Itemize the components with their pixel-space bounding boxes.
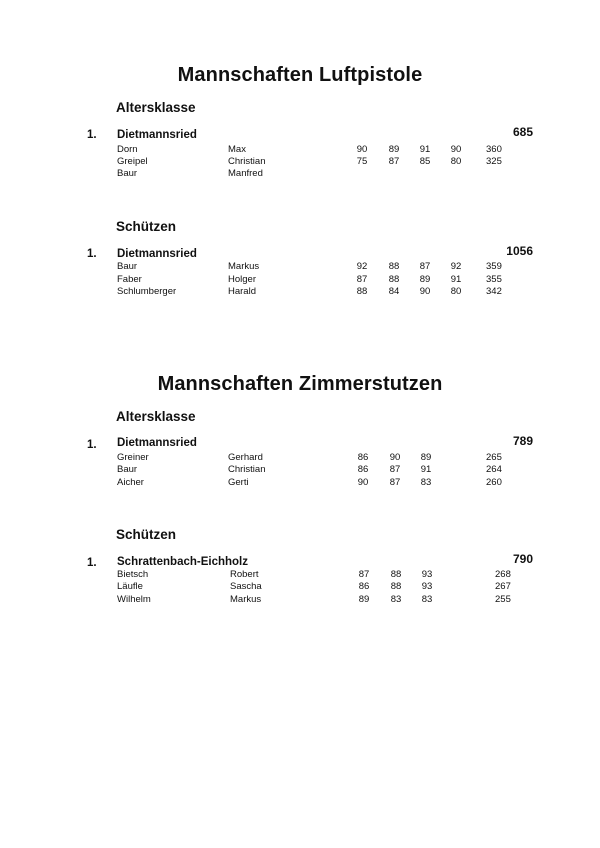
last-name: Bietsch xyxy=(117,569,149,580)
series-score: 87 xyxy=(419,261,431,272)
table-row xyxy=(0,477,600,490)
section-title-zimmerstutzen: Mannschaften Zimmerstutzen xyxy=(157,373,443,395)
member-sum: 260 xyxy=(486,477,502,488)
series-score: 91 xyxy=(420,464,432,475)
series-score: 83 xyxy=(390,594,402,605)
series-score: 87 xyxy=(389,477,401,488)
series-score: 87 xyxy=(389,464,401,475)
series-score: 86 xyxy=(357,452,369,463)
series-score: 88 xyxy=(390,581,402,592)
series-score: 80 xyxy=(450,286,462,297)
first-name: Christian xyxy=(228,464,266,475)
last-name: Greiner xyxy=(117,452,149,463)
team-rank: 1. xyxy=(87,439,97,451)
member-sum: 264 xyxy=(486,464,502,475)
series-score: 90 xyxy=(389,452,401,463)
series-score: 85 xyxy=(419,156,431,167)
last-name: Baur xyxy=(117,261,138,272)
series-score: 93 xyxy=(421,581,433,592)
member-sum: 359 xyxy=(486,261,502,272)
first-name: Markus xyxy=(228,261,260,272)
first-name: Markus xyxy=(230,594,262,605)
member-sum: 267 xyxy=(495,581,511,592)
first-name: Gerhard xyxy=(228,452,263,463)
section-title-luftpistole: Mannschaften Luftpistole xyxy=(177,64,423,86)
member-sum: 325 xyxy=(486,156,502,167)
table-row xyxy=(0,261,600,274)
last-name: Wilhelm xyxy=(117,594,151,605)
member-sum: 255 xyxy=(495,594,511,605)
series-score: 92 xyxy=(356,261,368,272)
series-score: 89 xyxy=(358,594,370,605)
last-name: Schlumberger xyxy=(117,286,177,297)
team-name: Dietmannsried xyxy=(117,437,197,449)
series-score: 90 xyxy=(357,477,369,488)
team-name: Dietmannsried xyxy=(117,129,197,141)
member-sum: 342 xyxy=(486,286,502,297)
class-title-altersklasse: Altersklasse xyxy=(116,100,196,115)
series-score: 86 xyxy=(358,581,370,592)
series-score: 91 xyxy=(450,274,462,285)
series-score: 91 xyxy=(419,144,431,155)
series-score: 75 xyxy=(356,156,368,167)
last-name: Baur xyxy=(117,168,138,179)
series-score: 88 xyxy=(356,286,368,297)
first-name: Robert xyxy=(230,569,259,580)
class-title-schuetzen: Schützen xyxy=(116,219,177,234)
series-score: 90 xyxy=(419,286,431,297)
member-sum: 355 xyxy=(486,274,502,285)
table-row xyxy=(0,464,600,477)
series-score: 86 xyxy=(357,464,369,475)
team-rank: 1. xyxy=(87,557,97,569)
series-score: 88 xyxy=(390,569,402,580)
series-score: 89 xyxy=(419,274,431,285)
series-score: 83 xyxy=(420,477,432,488)
series-score: 87 xyxy=(356,274,368,285)
series-score: 93 xyxy=(421,569,433,580)
team-name: Schrattenbach-Eichholz xyxy=(117,556,248,568)
series-score: 87 xyxy=(388,156,400,167)
team-total: 789 xyxy=(512,434,533,448)
last-name: Aicher xyxy=(117,477,144,488)
series-score: 83 xyxy=(421,594,433,605)
first-name: Christian xyxy=(228,156,266,167)
series-score: 92 xyxy=(450,261,462,272)
first-name: Gerti xyxy=(228,477,249,488)
team-name: Dietmannsried xyxy=(117,248,197,260)
last-name: Greipel xyxy=(117,156,148,167)
series-score: 89 xyxy=(388,144,400,155)
last-name: Läufle xyxy=(117,581,143,592)
table-row xyxy=(0,581,600,594)
series-score: 88 xyxy=(388,274,400,285)
class-title-altersklasse: Altersklasse xyxy=(116,409,196,424)
first-name: Sascha xyxy=(230,581,262,592)
series-score: 90 xyxy=(356,144,368,155)
series-score: 87 xyxy=(358,569,370,580)
team-total: 790 xyxy=(512,552,533,566)
last-name: Faber xyxy=(117,274,142,285)
team-total: 685 xyxy=(512,125,533,139)
series-score: 84 xyxy=(388,286,400,297)
first-name: Holger xyxy=(228,274,256,285)
first-name: Manfred xyxy=(228,168,263,179)
first-name: Max xyxy=(228,144,246,155)
series-score: 89 xyxy=(420,452,432,463)
series-score: 90 xyxy=(450,144,462,155)
team-rank: 1. xyxy=(87,248,97,260)
member-sum: 268 xyxy=(495,569,511,580)
table-row xyxy=(0,168,600,181)
first-name: Harald xyxy=(228,286,256,297)
last-name: Dorn xyxy=(117,144,138,155)
team-total: 1056 xyxy=(506,244,533,258)
member-sum: 360 xyxy=(486,144,502,155)
table-row xyxy=(0,594,600,607)
class-title-schuetzen: Schützen xyxy=(116,527,177,542)
member-sum: 265 xyxy=(486,452,502,463)
series-score: 80 xyxy=(450,156,462,167)
team-rank: 1. xyxy=(87,129,97,141)
table-row xyxy=(0,286,600,299)
last-name: Baur xyxy=(117,464,138,475)
series-score: 88 xyxy=(388,261,400,272)
